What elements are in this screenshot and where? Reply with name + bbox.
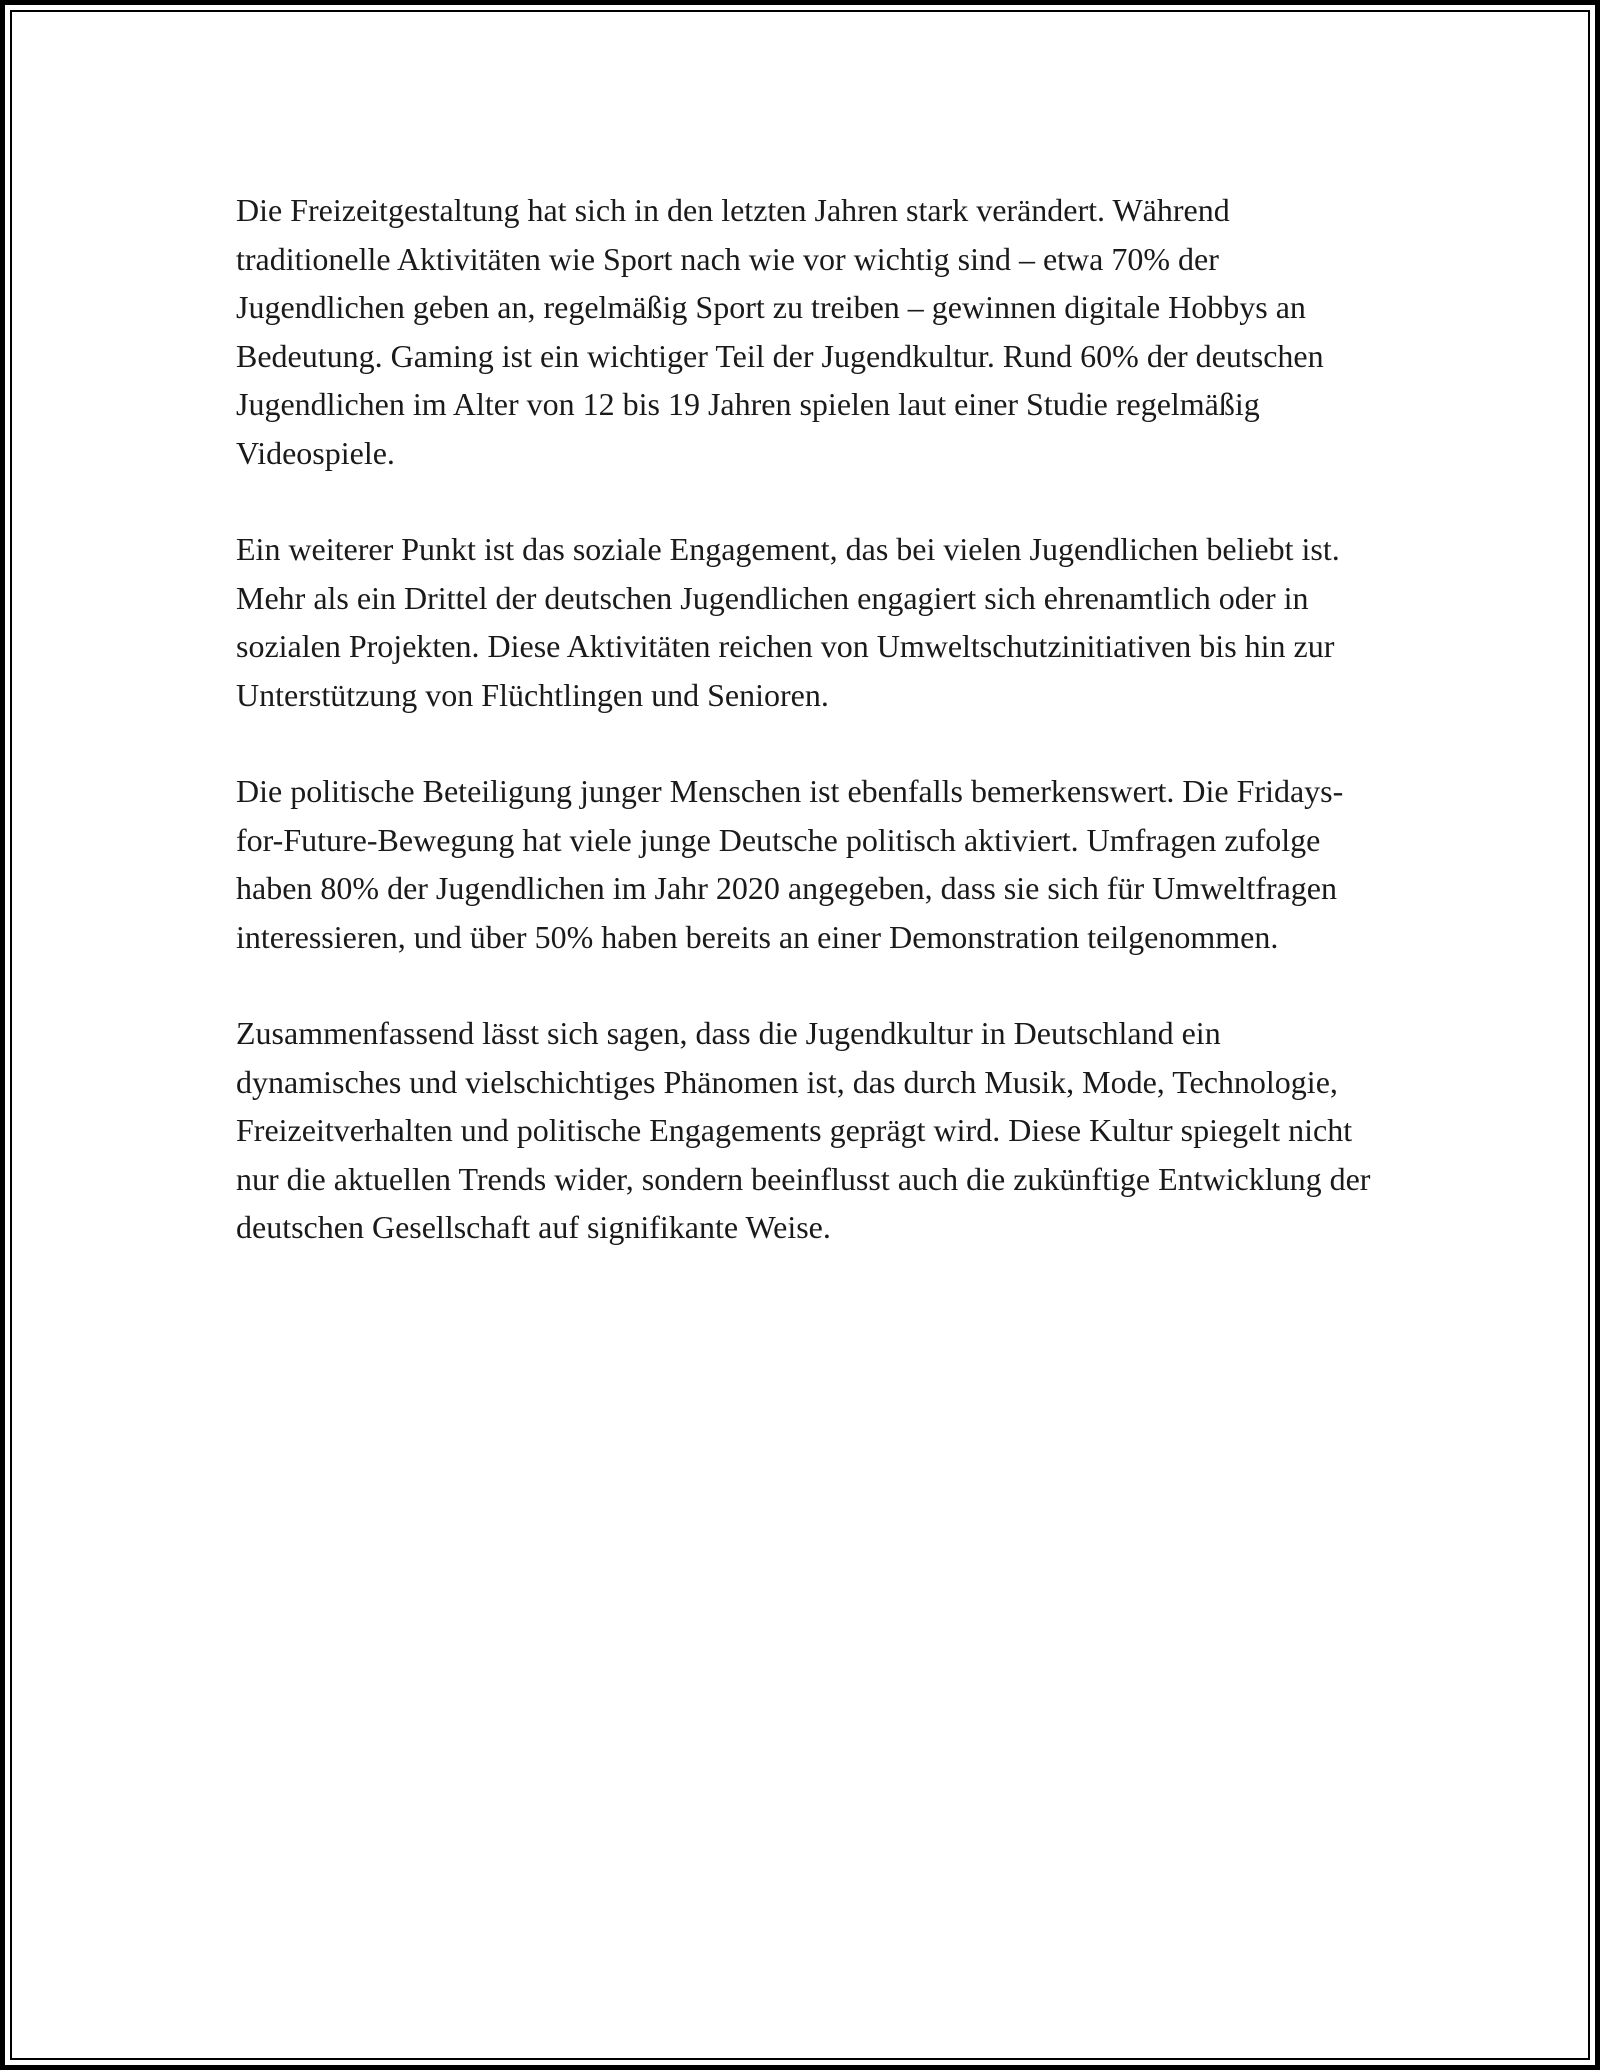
document-body (236, 186, 1386, 1300)
paragraph-political-participation: Die politische Beteiligung junger Menschen ist ebenfalls bemerkenswert. Die Fridays-for-Future-Bewegung hat viele junge Deutsche politisch aktiviert. Umfragen zufolge haben 80% der Jugendlichen im Jahr 2020 angegeben, dass sie sich für Umweltfragen interessieren, und über 50% haben bereits an einer Demonstration teilgenommen. (236, 773, 1344, 955)
paragraph-summary: Zusammenfassend lässt sich sagen, dass die Jugendkultur in Deutschland ein dynamisches und vielschichtiges Phänomen ist, das durch Musik, Mode, Technologie, Freizeitverhalten und politische Engagements geprägt wird. Diese Kultur spiegelt nicht nur die aktuellen Trends wider, sondern beeinflusst auch die zukünftige Entwicklung der deutschen Gesellschaft auf signifikante Weise. (236, 1015, 1371, 1245)
paragraph-leisure: Die Freizeitgestaltung hat sich in den letzten Jahren stark verändert. Während traditionelle Aktivitäten wie Sport nach wie vor wichtig sind – etwa 70% der Jugendlichen geben an, regelmäßig Sport zu treiben – gewinnen digitale Hobbys an Bedeutung. Gaming ist ein wichtiger Teil der Jugendkultur. Rund 60% der deutschen Jugendlichen im Alter von 12 bis 19 Jahren spielen laut einer Studie regelmäßig Videospiele. (236, 192, 1324, 471)
paragraph-social-engagement: Ein weiterer Punkt ist das soziale Engagement, das bei vielen Jugendlichen beliebt ist. Mehr als ein Drittel der deutschen Jugendlichen engagiert sich ehrenamtlich oder in sozialen Projekten. Diese Aktivitäten reichen von Umweltschutzinitiativen bis hin zur Unterstützung von Flüchtlingen und Senioren. (236, 531, 1340, 713)
